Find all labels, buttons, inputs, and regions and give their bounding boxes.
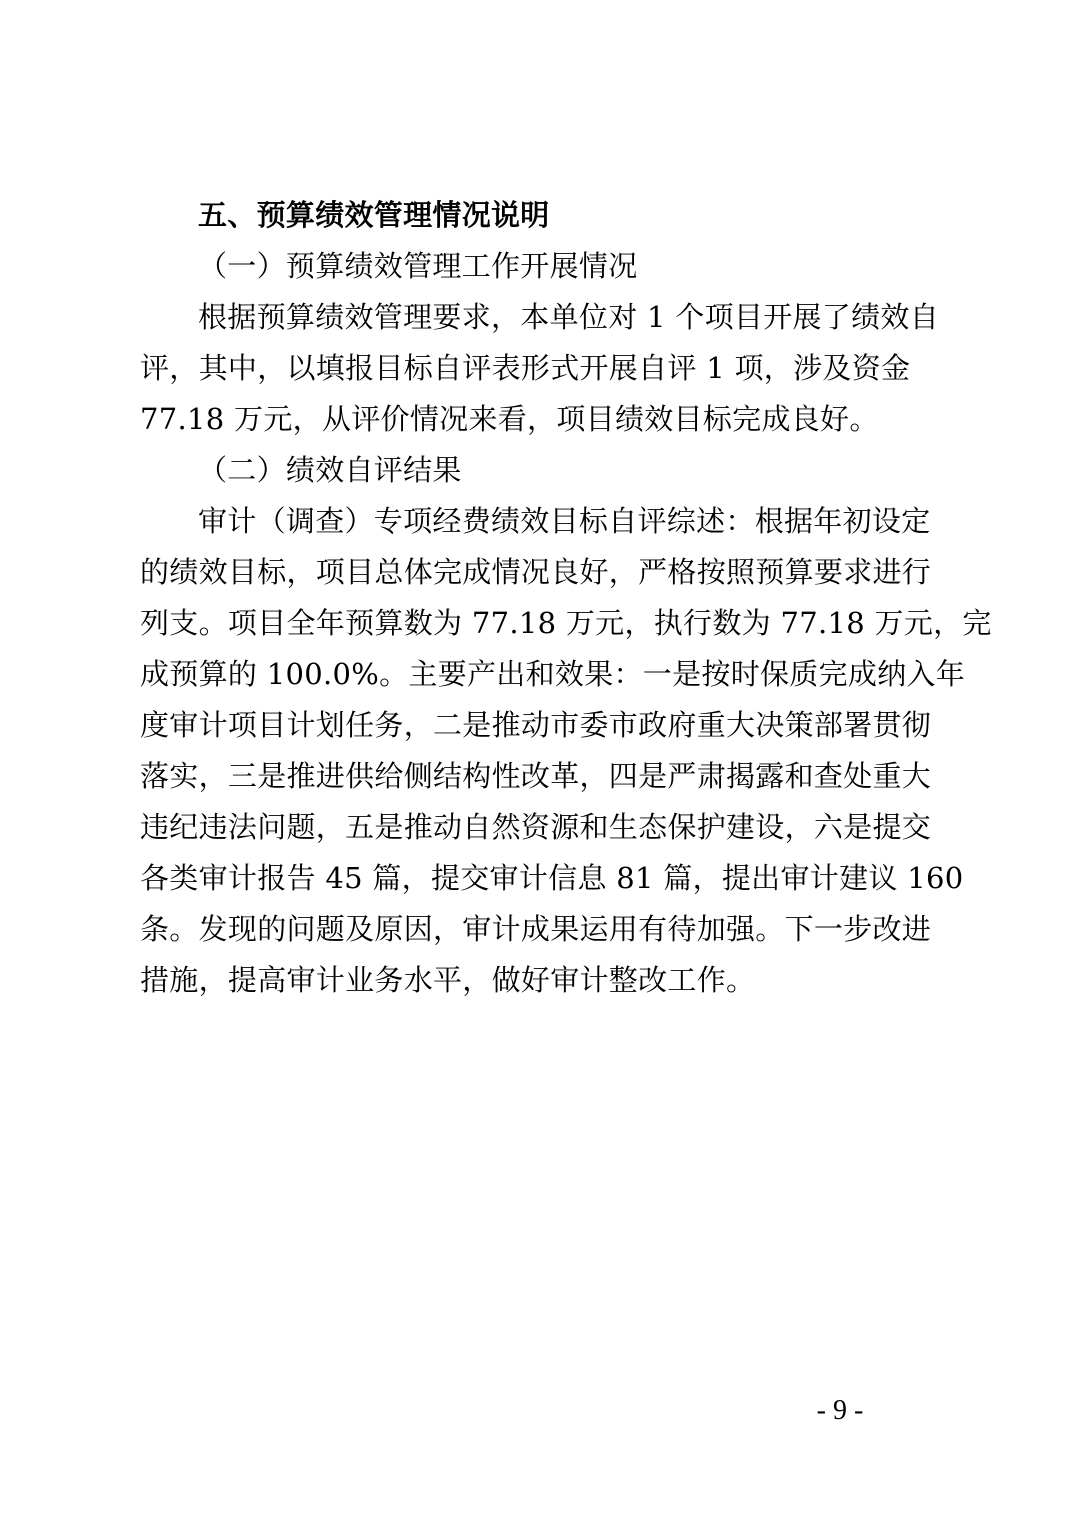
paragraph-line: 评，其中，以填报目标自评表形式开展自评 1 项，涉及资金 — [140, 351, 911, 385]
paragraph-line: 成预算的 100.0%。主要产出和效果：一是按时保质完成纳入年 — [140, 657, 966, 691]
subsection-title-2: （二）绩效自评结果 — [198, 453, 462, 487]
paragraph-line: 列支。项目全年预算数为 77.18 万元，执行数为 77.18 万元，完 — [140, 606, 992, 640]
section-title: 五、预算绩效管理情况说明 — [198, 198, 550, 232]
paragraph-line: 条。发现的问题及原因，审计成果运用有待加强。下一步改进 — [140, 912, 932, 946]
subsection-title-1: （一）预算绩效管理工作开展情况 — [198, 249, 638, 283]
paragraph-line: 度审计项目计划任务，二是推动市委市政府重大决策部署贯彻 — [140, 708, 932, 742]
paragraph-line: 的绩效目标，项目总体完成情况良好，严格按照预算要求进行 — [140, 555, 932, 589]
paragraph-line: 违纪违法问题，五是推动自然资源和生态保护建设，六是提交 — [140, 810, 932, 844]
paragraph-line: 各类审计报告 45 篇，提交审计信息 81 篇，提出审计建议 160 — [140, 861, 964, 895]
paragraph-2 — [140, 496, 992, 1006]
paragraph-1 — [140, 292, 939, 445]
document-body — [140, 190, 992, 1006]
page-number: - 9 - — [816, 1395, 864, 1426]
paragraph-line: 措施，提高审计业务水平，做好审计整改工作。 — [140, 963, 756, 997]
paragraph-line: 审计（调查）专项经费绩效目标自评综述：根据年初设定 — [198, 504, 931, 538]
paragraph-line: 根据预算绩效管理要求，本单位对 1 个项目开展了绩效自 — [198, 300, 939, 334]
paragraph-line: 落实，三是推进供给侧结构性改革，四是严肃揭露和查处重大 — [140, 759, 932, 793]
paragraph-line: 77.18 万元，从评价情况来看，项目绩效目标完成良好。 — [140, 402, 879, 436]
